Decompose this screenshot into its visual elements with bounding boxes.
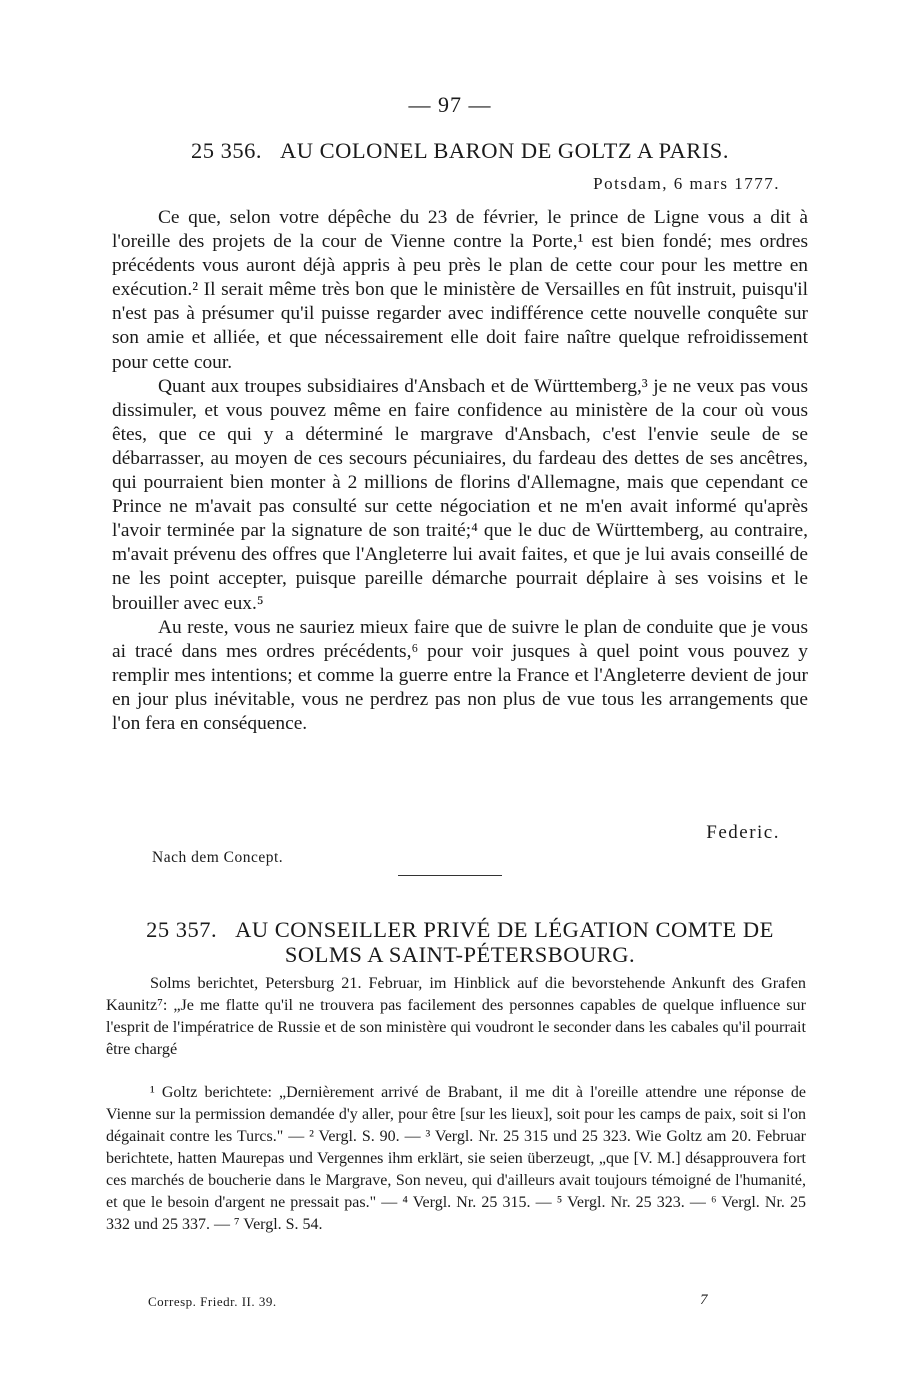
letter-heading	[110, 138, 810, 163]
footnotes	[106, 1082, 806, 1236]
summary-paragraph: Solms berichtet, Petersburg 21. Februar, im Hinblick auf die bevorstehende Ankunft des Grafen Kaunitz⁷: „Je me flatte qu'il ne trouvera pas facilement des personnes capables de quelque influence sur l'esprit de l'impératrice de Russie et de son ministère qui voudront le seconder dans les cabales qu'il pourrait être chargé	[106, 974, 806, 1058]
footer-sheet-number: 7	[700, 1292, 708, 1308]
body-paragraph: Au reste, vous ne sauriez mieux faire que de suivre le plan de conduite que je vous ai tracé dans mes ordres précédents,⁶ pour voir jusques à quel point vous pouvez y remplir mes intentions; et comme la guerre entre la France et l'Angleterre devient de jour en jour plus inévitable, vous ne perdrez pas non plus de vue tous les arrangements que l'on fera en conséquence.	[112, 616, 808, 734]
letter-body	[112, 206, 808, 736]
letter-title: AU COLONEL BARON DE GOLTZ A PARIS.	[280, 138, 729, 163]
footnote: ¹ Goltz berichtete: „Dernièrement arrivé de Brabant, il me dit à l'oreille attendre une réponse de Vienne sur la permission demandée d'y aller, pour être [sur les lieux], soit pour les camps de paix, soit si l'on dégainait contre les Turcs." — ² Vergl. S. 90. — ³ Vergl. Nr. 25 315 und 25 323. Wie Goltz am 20. Februar berichtete, hatten Maurepas und Vergennes ihm erklärt, sie seien überzeugt, „que [V. M.] désapprouvera fort ces marchés de boucherie dans le Margrave, Son neveu, qui d'ailleurs avait toujours témoigné de l'humanité, et que le besoin d'argent ne pressait pas." — ⁴ Vergl. Nr. 25 315. — ⁵ Vergl. Nr. 25 323. — ⁶ Vergl. Nr. 25 332 und 25 337. — ⁷ Vergl. S. 54.	[106, 1084, 806, 1233]
letter-number: 25 357.	[146, 917, 218, 942]
body-paragraph: Quant aux troupes subsidiaires d'Ansbach et de Württemberg,³ je ne veux pas vous dissimuler, et vous pouvez même en faire confidence au ministère de la cour où vous êtes, que ce qui y a déterminé le margrave d'Ansbach, c'est l'envie seule de se débarrasser, au moyen de ces secours pécuniaires, du fardeau des dettes de ses ancêtres, qui pourraient bien monter à 2 millions de florins d'Allemagne, mais que cependant ce Prince ne m'avait pas consulté sur cette négociation et ne m'en avait informé qu'après l'avoir terminée par la signature de son traité;⁴ que le duc de Württemberg, au contraire, m'avait prévenu des offres que l'Angleterre lui avait faites, et que je lui avais conseillé de ne les point accepter, puisque pareille démarche pourrait déplaire à ses voisins et le brouiller avec eux.⁵	[112, 375, 808, 614]
dateline: Potsdam, 6 mars 1777.	[593, 174, 780, 193]
body-paragraph: Ce que, selon votre dépêche du 23 de février, le prince de Ligne vous a dit à l'oreille des projets de la cour de Vienne contre la Porte,¹ est bien fondé; mes ordres précédents vous auront déjà appris à peu près le plan de cette cour pour les mettre en exécution.² Il serait même très bon que le ministère de Versailles en fût instruit, puisqu'il n'est pas à présumer qu'il puisse regarder avec indifférence cette nouvelle conquête sur son amie et alliée, et que nécessairement elle doit faire naître quelque refroidissement pour cette cour.	[112, 207, 808, 373]
page-number: — 97 —	[408, 92, 492, 117]
summary-text	[106, 972, 806, 1060]
section-divider	[398, 875, 502, 876]
footer-signature: Corresp. Friedr. II. 39.	[148, 1294, 277, 1309]
source-note: Nach dem Concept.	[152, 849, 284, 866]
letter-title-line: AU CONSEILLER PRIVÉ DE LÉGATION COMTE DE	[235, 917, 774, 942]
letter-number: 25 356.	[191, 138, 263, 163]
letter-heading	[110, 917, 810, 967]
letter-title-line: SOLMS A SAINT-PÉTERSBOURG.	[284, 942, 636, 967]
signature: Federic.	[706, 822, 780, 843]
